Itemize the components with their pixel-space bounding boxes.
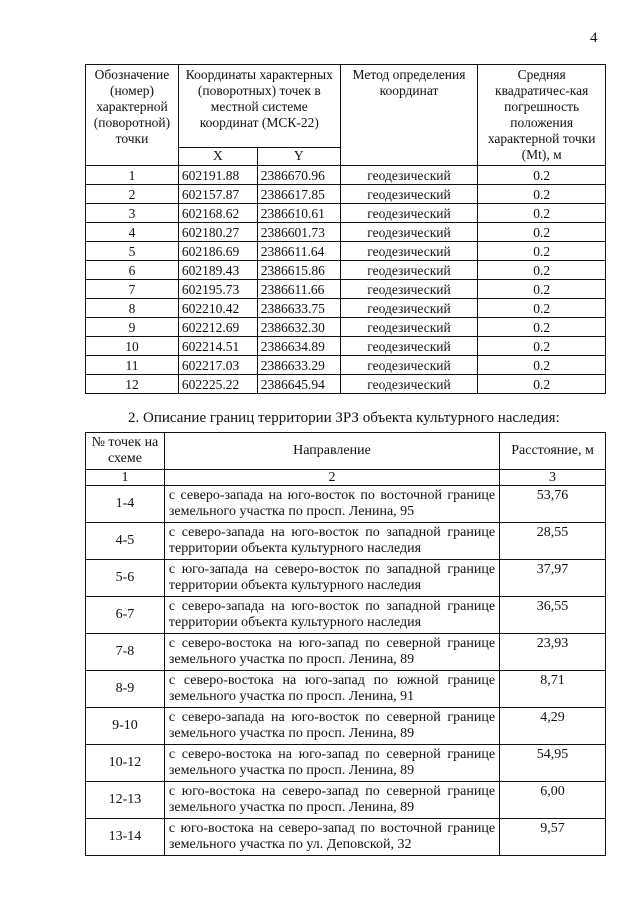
table-row — [86, 782, 606, 819]
coord-x: 602186.69 — [178, 242, 257, 261]
segment-direction: с северо-востока на юго-запад по северной границе земельного участка по просп. Ленина, 89 — [164, 634, 499, 671]
segment-direction: с юго-востока на северо-запад по восточной границе земельного участка по ул. Деповской, 32 — [164, 819, 499, 856]
coord-y: 2386670.96 — [257, 166, 340, 185]
segment-direction: с северо-востока на юго-запад по северной границе земельного участка по просп. Ленина, 89 — [164, 745, 499, 782]
segment-distance: 9,57 — [500, 819, 606, 856]
coord-y: 2386632.30 — [257, 318, 340, 337]
table-row — [86, 819, 606, 856]
error-value: 0.2 — [478, 337, 606, 356]
point-number: 1 — [86, 166, 179, 185]
segment-points: 4-5 — [86, 523, 165, 560]
error-value: 0.2 — [478, 280, 606, 299]
table-row — [86, 204, 606, 223]
table-row — [86, 166, 606, 185]
error-value: 0.2 — [478, 318, 606, 337]
boundaries-table — [85, 432, 606, 856]
table-row — [86, 745, 606, 782]
coord-x: 602189.43 — [178, 261, 257, 280]
method: геодезический — [340, 337, 478, 356]
point-number: 3 — [86, 204, 179, 223]
coord-y: 2386645.94 — [257, 375, 340, 394]
table-row — [86, 337, 606, 356]
column-index-1: 1 — [86, 470, 165, 486]
coord-x: 602180.27 — [178, 223, 257, 242]
coord-y: 2386610.61 — [257, 204, 340, 223]
segment-distance: 28,55 — [500, 523, 606, 560]
point-number: 8 — [86, 299, 179, 318]
header-method: Метод определения координат — [340, 65, 478, 166]
table-row — [86, 671, 606, 708]
segment-distance: 53,76 — [500, 486, 606, 523]
coord-x: 602225.22 — [178, 375, 257, 394]
coord-y: 2386601.73 — [257, 223, 340, 242]
point-number: 9 — [86, 318, 179, 337]
method: геодезический — [340, 166, 478, 185]
point-number: 4 — [86, 223, 179, 242]
method: геодезический — [340, 356, 478, 375]
column-index-3: 3 — [500, 470, 606, 486]
coordinates-table — [85, 64, 606, 394]
header-y: Y — [257, 147, 340, 165]
coord-y: 2386617.85 — [257, 185, 340, 204]
header-distance: Расстояние, м — [500, 433, 606, 470]
page-number: 4 — [590, 30, 598, 46]
table-row — [86, 223, 606, 242]
coord-y: 2386611.66 — [257, 280, 340, 299]
coord-x: 602210.42 — [178, 299, 257, 318]
error-value: 0.2 — [478, 166, 606, 185]
method: геодезический — [340, 185, 478, 204]
table-row — [86, 185, 606, 204]
segment-distance: 4,29 — [500, 708, 606, 745]
segment-distance: 8,71 — [500, 671, 606, 708]
segment-direction: с северо-запада на юго-восток по северной границе земельного участка по просп. Ленина, 89 — [164, 708, 499, 745]
segment-direction: с северо-запада на юго-восток по западной границе территории объекта культурного наследия — [164, 523, 499, 560]
segment-points: 13-14 — [86, 819, 165, 856]
coord-x: 602212.69 — [178, 318, 257, 337]
table-row — [86, 708, 606, 745]
segment-direction: с северо-востока на юго-запад по южной границе земельного участка по просп. Ленина, 91 — [164, 671, 499, 708]
header-coordinates: Координаты характерных (поворотных) точек в местной системе координат (МСК-22) — [178, 65, 340, 148]
table-row — [86, 634, 606, 671]
table-row — [86, 560, 606, 597]
table-row — [86, 299, 606, 318]
segment-distance: 6,00 — [500, 782, 606, 819]
error-value: 0.2 — [478, 242, 606, 261]
coord-y: 2386611.64 — [257, 242, 340, 261]
header-error: Средняя квадратичес-кая погрешность положения характерной точки (Mt), м — [478, 65, 606, 166]
header-designation: Обозначение (номер) характерной (поворотной) точки — [86, 65, 179, 166]
point-number: 11 — [86, 356, 179, 375]
point-number: 6 — [86, 261, 179, 280]
coord-y: 2386633.29 — [257, 356, 340, 375]
error-value: 0.2 — [478, 299, 606, 318]
segment-direction: с северо-запада на юго-восток по западной границе территории объекта культурного наследия — [164, 597, 499, 634]
method: геодезический — [340, 318, 478, 337]
coord-x: 602191.88 — [178, 166, 257, 185]
method: геодезический — [340, 204, 478, 223]
error-value: 0.2 — [478, 261, 606, 280]
segment-points: 6-7 — [86, 597, 165, 634]
column-index-2: 2 — [164, 470, 499, 486]
point-number: 2 — [86, 185, 179, 204]
table-row — [86, 280, 606, 299]
segment-points: 7-8 — [86, 634, 165, 671]
table-row — [86, 261, 606, 280]
coord-x: 602195.73 — [178, 280, 257, 299]
error-value: 0.2 — [478, 185, 606, 204]
table-row — [86, 375, 606, 394]
segment-points: 9-10 — [86, 708, 165, 745]
coord-x: 602214.51 — [178, 337, 257, 356]
method: геодезический — [340, 223, 478, 242]
point-number: 10 — [86, 337, 179, 356]
header-points: № точек на схеме — [86, 433, 165, 470]
error-value: 0.2 — [478, 223, 606, 242]
table-row — [86, 242, 606, 261]
segment-points: 10-12 — [86, 745, 165, 782]
header-x: X — [178, 147, 257, 165]
coord-x: 602168.62 — [178, 204, 257, 223]
segment-direction: с юго-запада на северо-восток по западной границе территории объекта культурного наследия — [164, 560, 499, 597]
section2-title: 2. Описание границ территории ЗРЗ объекта культурного наследия: — [128, 410, 560, 426]
coord-x: 602157.87 — [178, 185, 257, 204]
coord-x: 602217.03 — [178, 356, 257, 375]
segment-points: 12-13 — [86, 782, 165, 819]
segment-points: 5-6 — [86, 560, 165, 597]
segment-direction: с юго-востока на северо-запад по северной границе земельного участка по просп. Ленина, 89 — [164, 782, 499, 819]
table-row — [86, 523, 606, 560]
table-row — [86, 597, 606, 634]
method: геодезический — [340, 299, 478, 318]
table-row — [86, 486, 606, 523]
segment-points: 8-9 — [86, 671, 165, 708]
point-number: 12 — [86, 375, 179, 394]
coord-y: 2386633.75 — [257, 299, 340, 318]
segment-distance: 37,97 — [500, 560, 606, 597]
method: геодезический — [340, 242, 478, 261]
segment-points: 1-4 — [86, 486, 165, 523]
coord-y: 2386615.86 — [257, 261, 340, 280]
error-value: 0.2 — [478, 204, 606, 223]
coord-y: 2386634.89 — [257, 337, 340, 356]
method: геодезический — [340, 375, 478, 394]
segment-direction: с северо-запада на юго-восток по восточной границе земельного участка по просп. Ленина, 95 — [164, 486, 499, 523]
segment-distance: 36,55 — [500, 597, 606, 634]
error-value: 0.2 — [478, 356, 606, 375]
method: геодезический — [340, 261, 478, 280]
point-number: 5 — [86, 242, 179, 261]
table-row — [86, 318, 606, 337]
segment-distance: 23,93 — [500, 634, 606, 671]
table-row — [86, 356, 606, 375]
segment-distance: 54,95 — [500, 745, 606, 782]
point-number: 7 — [86, 280, 179, 299]
method: геодезический — [340, 280, 478, 299]
header-direction: Направление — [164, 433, 499, 470]
error-value: 0.2 — [478, 375, 606, 394]
